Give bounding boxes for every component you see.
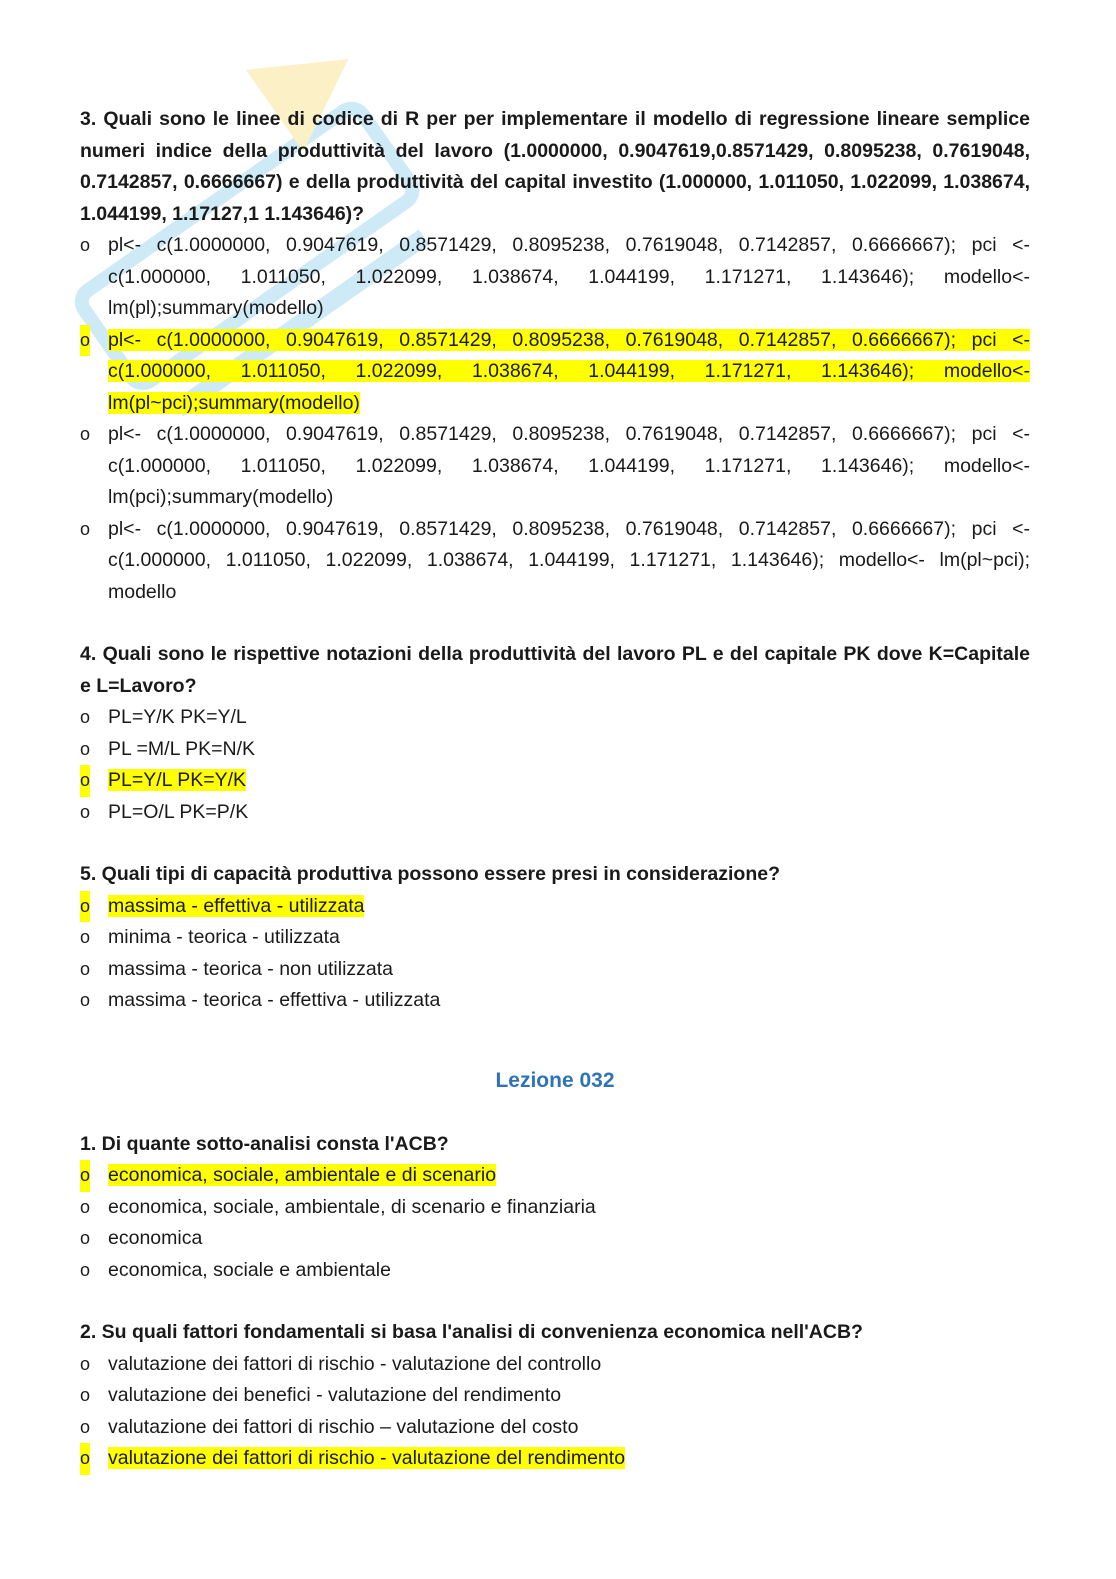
bullet-icon: o — [80, 891, 90, 923]
question-title: 5. Quali tipi di capacità produttiva possono essere presi in considerazione? — [80, 863, 781, 885]
answer-text: PL=O/L PK=P/K — [108, 800, 249, 823]
answer-option-correct[interactable] — [80, 1443, 1030, 1475]
answer-list — [80, 1349, 1030, 1475]
answer-text: pl<- c(1.0000000, 0.9047619, 0.8571429, 0.8095238, 0.7619048, 0.7142857, 0.6666667); pci <- c(1.000000, 1.011050, 1.022099, 1.038674, 1.044199, 1.171271, 1.143646); modello<- lm(pl);summary(modello) — [108, 234, 1030, 319]
answer-text: economica, sociale, ambientale e di scenario — [108, 1164, 497, 1186]
answer-option-correct[interactable] — [80, 1160, 1030, 1192]
answer-option[interactable] — [80, 1223, 1030, 1255]
answer-option[interactable] — [80, 514, 1030, 609]
answer-option[interactable] — [80, 1380, 1030, 1412]
answer-option-correct[interactable] — [80, 891, 1030, 923]
bullet-icon: o — [80, 1416, 91, 1437]
bullet-icon: o — [80, 235, 91, 255]
lesson-question-2 — [80, 1317, 1030, 1475]
bullet-icon: o — [80, 1259, 91, 1280]
answer-option[interactable] — [80, 1192, 1030, 1224]
question-5 — [80, 859, 1030, 1017]
question-title: 2. Su quali fattori fondamentali si basa l'analisi di convenienza economica nell'ACB? — [80, 1321, 863, 1343]
bullet-icon: o — [80, 990, 91, 1010]
answer-list — [80, 702, 1030, 828]
answer-text: pl<- c(1.0000000, 0.9047619, 0.8571429, 0.8095238, 0.7619048, 0.7142857, 0.6666667); pci <- c(1.000000, 1.011050, 1.022099, 1.038674, 1.044199, 1.171271, 1.143646); modello<- lm(pl~pci);summary(modello) — [108, 328, 1030, 414]
question-3 — [80, 104, 1030, 608]
answer-option[interactable] — [80, 797, 1030, 829]
answer-text: PL =M/L PK=N/K — [108, 737, 256, 760]
lesson-question-1 — [80, 1129, 1030, 1287]
bullet-icon: o — [80, 765, 90, 797]
question-4 — [80, 639, 1030, 828]
document-page — [80, 104, 1030, 1506]
answer-text: pl<- c(1.0000000, 0.9047619, 0.8571429, 0.8095238, 0.7619048, 0.7142857, 0.6666667); pci <- c(1.000000, 1.011050, 1.022099, 1.038674, 1.044199, 1.171271, 1.143646); modello<- lm(pl~pci); modello — [108, 517, 1030, 603]
answer-option[interactable] — [80, 702, 1030, 734]
answer-option-correct[interactable] — [80, 765, 1030, 797]
answer-option[interactable] — [80, 922, 1030, 954]
answer-option[interactable] — [80, 985, 1030, 1017]
answer-text: valutazione dei fattori di rischio - valutazione del controllo — [108, 1352, 602, 1375]
answer-text: economica, sociale, ambientale, di scenario e finanziaria — [108, 1195, 596, 1218]
answer-text: massima - effettiva - utilizzata — [108, 894, 365, 917]
bullet-icon: o — [80, 1196, 91, 1217]
bullet-icon: o — [80, 1228, 91, 1248]
bullet-icon: o — [80, 927, 91, 947]
bullet-icon: o — [80, 958, 91, 979]
answer-text: pl<- c(1.0000000, 0.9047619, 0.8571429, 0.8095238, 0.7619048, 0.7142857, 0.6666667); pci <- c(1.000000, 1.011050, 1.022099, 1.038674, 1.044199, 1.171271, 1.143646); modello<- lm(pci);summary(modello) — [108, 423, 1030, 508]
bullet-icon: o — [80, 325, 90, 357]
bullet-icon: o — [80, 1385, 91, 1405]
bullet-icon: o — [80, 1353, 91, 1374]
answer-text: valutazione dei fattori di rischio – valutazione del costo — [108, 1415, 579, 1438]
answer-text: economica — [108, 1227, 203, 1249]
answer-option[interactable] — [80, 954, 1030, 986]
bullet-icon: o — [80, 518, 91, 539]
bullet-icon: o — [80, 424, 91, 444]
bullet-icon: o — [80, 707, 91, 727]
answer-option[interactable] — [80, 230, 1030, 325]
answer-list — [80, 1160, 1030, 1286]
answer-option[interactable] — [80, 1349, 1030, 1381]
bullet-icon: o — [80, 1443, 90, 1475]
bullet-icon: o — [80, 801, 91, 822]
answer-option[interactable] — [80, 1255, 1030, 1287]
question-title: 4. Quali sono le rispettive notazioni della produttività del lavoro PL e del capitale PK dove K=Capitale e L=Lavoro? — [80, 643, 1030, 697]
answer-list — [80, 891, 1030, 1017]
answer-text: valutazione dei fattori di rischio - valutazione del rendimento — [108, 1447, 626, 1469]
answer-text: PL=Y/K PK=Y/L — [108, 706, 247, 728]
answer-list — [80, 230, 1030, 608]
answer-option[interactable] — [80, 1412, 1030, 1444]
answer-text: PL=Y/L PK=Y/K — [108, 769, 247, 791]
answer-text: massima - teorica - effettiva - utilizzata — [108, 989, 441, 1011]
answer-text: massima - teorica - non utilizzata — [108, 957, 394, 980]
bullet-icon: o — [80, 1160, 90, 1192]
answer-option[interactable] — [80, 419, 1030, 514]
answer-text: minima - teorica - utilizzata — [108, 926, 340, 948]
answer-option-correct[interactable] — [80, 325, 1030, 420]
bullet-icon: o — [80, 738, 91, 759]
question-title: 3. Quali sono le linee di codice di R per per implementare il modello di regressione lineare semplice numeri indice della produttività del lavoro (1.0000000, 0.9047619,0.8571429, 0.8095238, 0.7619048, 0.7142857, 0.6666667) e della produttività del capital investito (1.000000, 1.011050, 1.022099, 1.038674, 1.044199, 1.17127,1 1.143646)? — [80, 108, 1030, 225]
answer-text: valutazione dei benefici - valutazione del rendimento — [108, 1384, 562, 1406]
answer-option[interactable] — [80, 734, 1030, 766]
lesson-heading: Lezione 032 — [495, 1068, 615, 1092]
answer-text: economica, sociale e ambientale — [108, 1258, 391, 1281]
question-title: 1. Di quante sotto-analisi consta l'ACB? — [80, 1132, 449, 1155]
